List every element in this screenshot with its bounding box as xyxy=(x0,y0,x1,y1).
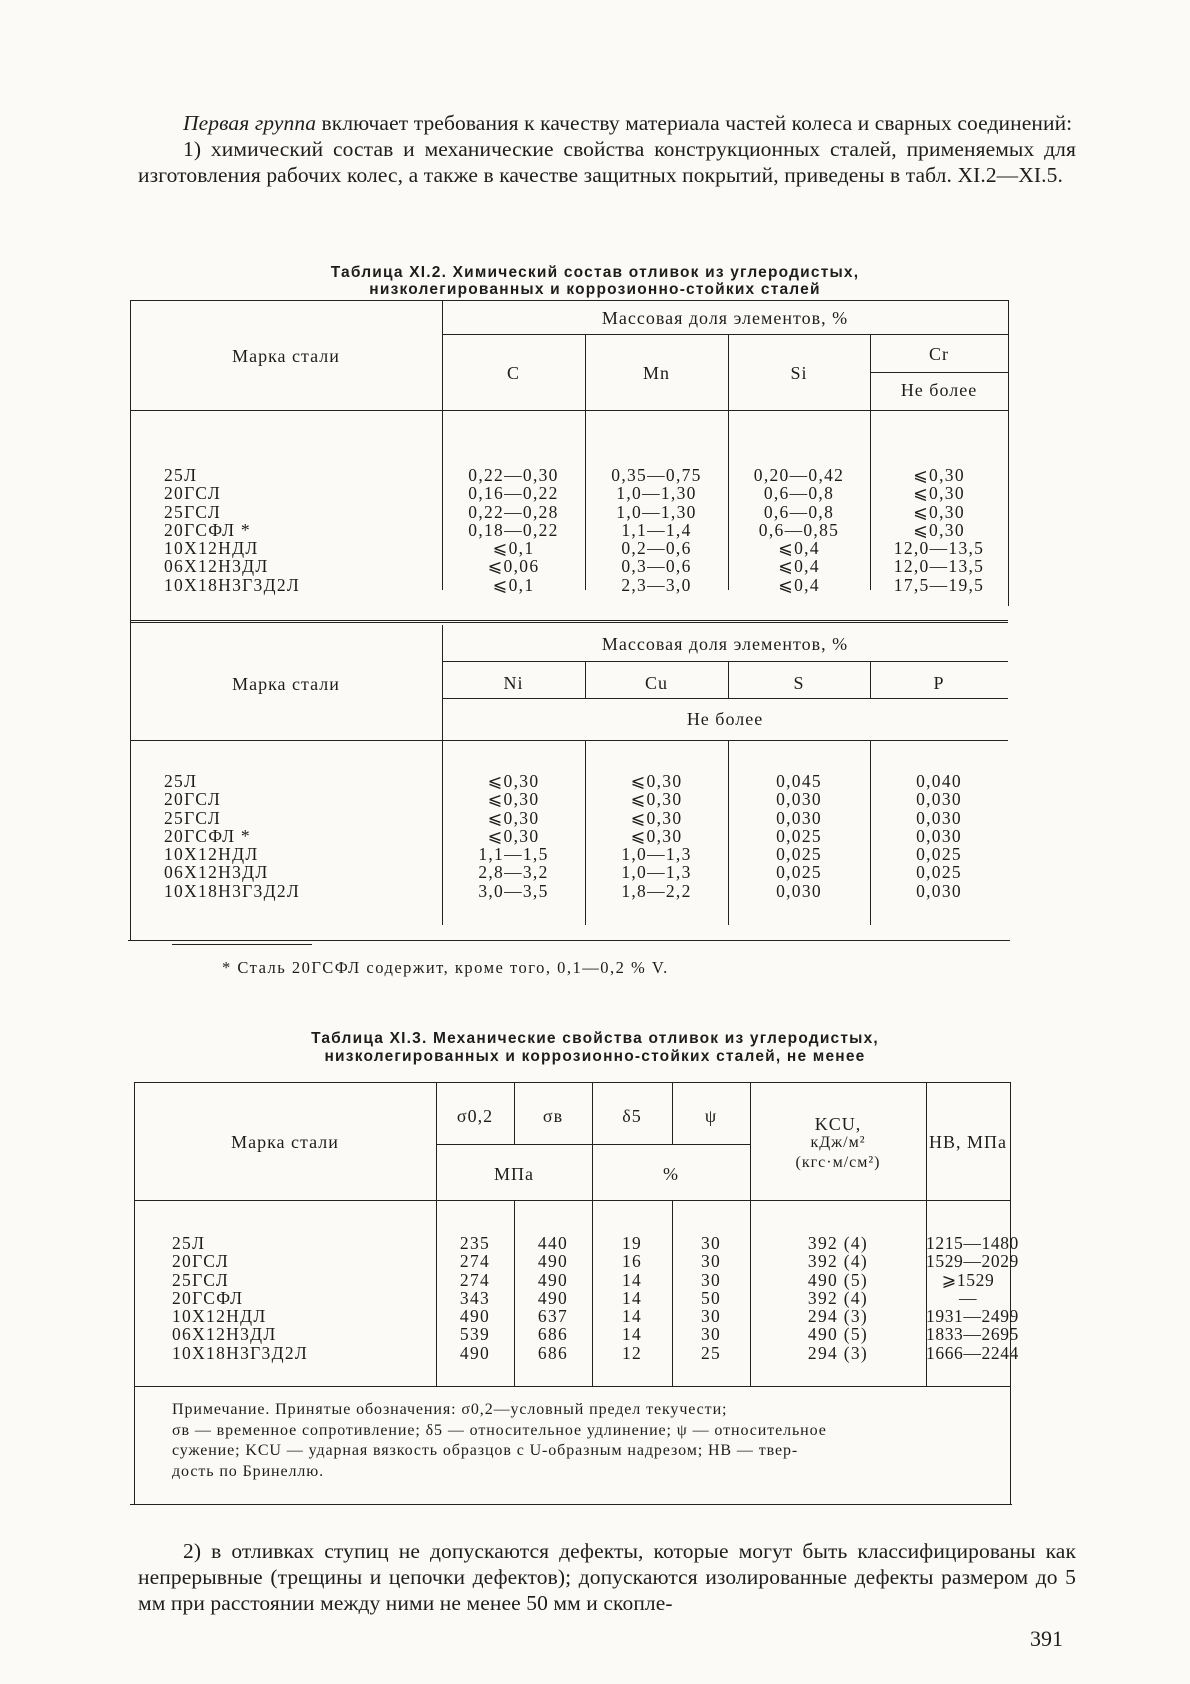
value: 0,030 xyxy=(776,789,822,810)
value: 0,030 xyxy=(776,880,822,901)
value: 12,0—13,5 xyxy=(893,538,985,559)
grade: 20ГСФЛ * xyxy=(164,825,251,846)
value: ⩽0,4 xyxy=(778,574,820,595)
value: ⩽0,1 xyxy=(492,538,535,559)
grade: 20ГСФЛ xyxy=(172,1287,244,1308)
value: 490 (5) xyxy=(807,1269,869,1290)
value: 1,0—1,30 xyxy=(616,501,697,522)
table2-header-cu: Cu xyxy=(644,673,668,693)
value: 25 xyxy=(700,1342,722,1363)
value: 343 xyxy=(459,1287,491,1308)
value: 0,025 xyxy=(916,862,962,883)
table2-header-cr: Cr xyxy=(929,344,949,364)
grade: 10Х18Н3Г3Д2Л xyxy=(164,574,301,595)
value: 440 xyxy=(537,1233,569,1253)
value: 490 xyxy=(537,1287,569,1308)
value: 1529—2029 xyxy=(926,1251,1019,1272)
table3-kcu-col xyxy=(750,1234,926,1362)
grade: 20ГСЛ xyxy=(172,1251,229,1272)
value: ⩾1529 xyxy=(941,1269,995,1290)
table2-grades-col-2 xyxy=(164,772,300,900)
value: 30 xyxy=(700,1324,722,1345)
item-2-block xyxy=(138,1538,1076,1616)
table2-header-si: Si xyxy=(790,363,808,383)
value: 1,1—1,4 xyxy=(621,519,692,540)
value: 0,030 xyxy=(916,789,962,810)
value: ⩽0,30 xyxy=(487,807,540,828)
value: 0,045 xyxy=(776,771,822,791)
table2-header-s: S xyxy=(793,673,805,693)
grade: 10Х12НДЛ xyxy=(172,1306,267,1327)
value: 0,040 xyxy=(916,771,962,791)
value: 14 xyxy=(621,1324,643,1345)
grade: 10Х12НДЛ xyxy=(164,538,259,559)
value: 0,025 xyxy=(776,825,822,846)
table3-header-psi: ψ xyxy=(704,1106,718,1126)
value: 0,030 xyxy=(916,807,962,828)
value: ⩽0,06 xyxy=(487,556,540,577)
table2-header-c: C xyxy=(506,363,520,383)
note-line: σв — временное сопротивление; δ5 — относительное удлинение; ψ — относительное xyxy=(172,1421,827,1439)
value: 490 xyxy=(459,1306,491,1327)
value: 2,8—3,2 xyxy=(478,862,549,883)
table3-header-kcu-3: (кгс·м/см²) xyxy=(795,1154,881,1171)
value: 0,20—0,42 xyxy=(753,465,845,485)
table3-caption-1: Таблица XI.3. Механические свойства отливок из углеродистых, xyxy=(311,1030,879,1047)
table3-header-kcu-2: кДж/м² xyxy=(810,1134,866,1151)
value: 30 xyxy=(700,1269,722,1290)
page-number: 391 xyxy=(1030,1626,1063,1651)
table2-mass-header: Массовая доля элементов, % xyxy=(601,308,849,328)
table2-s-col xyxy=(728,772,870,900)
value: 0,6—0,85 xyxy=(758,519,840,540)
value: 0,6—0,8 xyxy=(763,483,835,504)
item-2: 2) в отливках ступиц не допускаются дефекты, которые могут быть классифицированы как непрерывные (трещины и цепочки дефектов); допускаются изолированные дефекты размером до 5 мм при расстоянии между ними не менее 50 мм и скопле- xyxy=(138,1539,1076,1615)
value: 392 (4) xyxy=(807,1251,869,1272)
value: 0,6—0,8 xyxy=(763,501,835,522)
value: 14 xyxy=(621,1269,643,1290)
table2-caption-1: Таблица XI.2. Химический состав отливок из углеродистых, xyxy=(330,264,860,281)
value: 1,0—1,3 xyxy=(621,844,692,865)
value: 392 (4) xyxy=(807,1287,869,1308)
grade: 25Л xyxy=(164,771,198,791)
value: 1,1—1,5 xyxy=(478,844,549,865)
table2-header-ni: Ni xyxy=(503,673,524,693)
grade: 25Л xyxy=(172,1233,206,1253)
grade: 25ГСЛ xyxy=(164,501,221,522)
table2-grade-header: Марка стали xyxy=(232,346,340,366)
table2-p-col xyxy=(870,772,1008,900)
grade: 10Х18Н3Г3Д2Л xyxy=(164,880,301,901)
table2-cr-col xyxy=(870,466,1008,594)
value: 0,2—0,6 xyxy=(621,538,692,559)
table2-grades-col xyxy=(164,466,300,594)
value: 14 xyxy=(621,1306,643,1327)
value: 274 xyxy=(459,1269,491,1290)
grade: 10Х18Н3Г3Д2Л xyxy=(172,1342,309,1363)
table2-c-col xyxy=(442,466,585,594)
table2-mn-col xyxy=(585,466,728,594)
value: 50 xyxy=(700,1287,722,1308)
intro-block xyxy=(138,110,1076,188)
table3-psi-col xyxy=(672,1234,750,1362)
value: 0,18—0,22 xyxy=(468,519,559,540)
value: 1666—2244 xyxy=(926,1342,1019,1363)
table3-unit-pct: % xyxy=(663,1164,679,1184)
grade: 06Х12Н3ДЛ xyxy=(164,556,269,577)
table3-header-sv: σв xyxy=(542,1106,564,1126)
table2-header-mn: Mn xyxy=(642,363,670,383)
table2-grade-header-2: Марка стали xyxy=(232,674,340,694)
value: 294 (3) xyxy=(807,1342,869,1363)
value: ⩽0,30 xyxy=(913,519,965,540)
table2-cu-col xyxy=(585,772,728,900)
note-line: Примечание. Принятые обозначения: σ0,2—условный предел текучести; xyxy=(172,1401,728,1418)
value: 3,0—3,5 xyxy=(478,880,549,901)
value: 1931—2499 xyxy=(926,1306,1019,1327)
table3-caption-2: низколегированных и коррозионно-стойких сталей, не менее xyxy=(324,1048,866,1065)
grade: 20ГСФЛ * xyxy=(164,519,251,540)
value: 14 xyxy=(621,1287,643,1308)
note-line: дость по Бринеллю. xyxy=(172,1462,325,1480)
note-line: сужение; KCU — ударная вязкость образцов с U-образным надрезом; НВ — твер- xyxy=(172,1442,799,1459)
value: 0,35—0,75 xyxy=(611,465,702,485)
table3-note xyxy=(172,1400,992,1482)
table2-caption-2: низколегированных и коррозионно-стойких сталей xyxy=(369,281,821,298)
value: 0,025 xyxy=(776,844,822,865)
value: 30 xyxy=(700,1306,722,1327)
intro-item-1: 1) химический состав и механические свойства конструкционных сталей, применяемых для изготовления рабочих колес, а также в качестве защитных покрытий, приведены в табл. XI.2—XI.5. xyxy=(138,137,1076,187)
value: 0,025 xyxy=(916,844,962,865)
grade: 25ГСЛ xyxy=(164,807,221,828)
value: 1833—2695 xyxy=(926,1324,1019,1345)
value: 235 xyxy=(459,1233,491,1253)
value: 12 xyxy=(621,1342,643,1363)
value: ⩽0,30 xyxy=(630,789,683,810)
value: 490 xyxy=(537,1251,569,1272)
value: ⩽0,30 xyxy=(487,771,540,791)
value: 1,0—1,3 xyxy=(621,862,692,883)
table3-d5-col xyxy=(592,1234,672,1362)
value: ⩽0,1 xyxy=(492,574,535,595)
value: ⩽0,30 xyxy=(630,825,683,846)
value: 0,16—0,22 xyxy=(468,483,559,504)
table3-header-s02: σ0,2 xyxy=(456,1106,494,1126)
value: 294 (3) xyxy=(807,1306,869,1327)
grade: 20ГСЛ xyxy=(164,789,221,810)
value: 0,030 xyxy=(776,807,822,828)
value: 490 xyxy=(537,1269,569,1290)
value: 1215—1480 xyxy=(926,1233,1019,1253)
value: 637 xyxy=(537,1306,569,1327)
value: — xyxy=(958,1287,978,1308)
value: 274 xyxy=(459,1251,491,1272)
table2-si-col xyxy=(728,466,870,594)
value: ⩽0,30 xyxy=(487,789,540,810)
value: 686 xyxy=(537,1342,569,1363)
value: 0,030 xyxy=(916,825,962,846)
table3-sv-col xyxy=(514,1234,592,1362)
value: ⩽0,30 xyxy=(913,483,965,504)
intro-rest: включает требования к качеству материала частей колеса и сварных соединений: xyxy=(316,111,1073,135)
value: 1,0—1,30 xyxy=(616,483,697,504)
table2-footnote: * Сталь 20ГСФЛ содержит, кроме того, 0,1—0,2 % V. xyxy=(222,958,669,977)
value: ⩽0,30 xyxy=(913,501,965,522)
value: 12,0—13,5 xyxy=(893,556,985,577)
intro-paragraph xyxy=(138,110,1076,136)
table2-header-p: P xyxy=(933,673,945,693)
value: ⩽0,30 xyxy=(487,825,540,846)
table2-ni-col xyxy=(442,772,585,900)
table2-part2-sub: Не более xyxy=(686,709,764,729)
table3-grades-col xyxy=(172,1234,308,1362)
table2-mass-header-2: Массовая доля элементов, % xyxy=(601,634,849,654)
grade: 25ГСЛ xyxy=(172,1269,229,1290)
table3-header-kcu-1: KCU, xyxy=(814,1114,862,1134)
table2-cr-sub: Не более xyxy=(900,380,978,400)
value: ⩽0,30 xyxy=(913,465,965,485)
value: 0,22—0,28 xyxy=(468,501,559,522)
value: 2,3—3,0 xyxy=(621,574,692,595)
intro-lead: Первая группа xyxy=(183,111,317,135)
table3-header-d5: δ5 xyxy=(622,1106,642,1126)
value: 539 xyxy=(459,1324,491,1345)
table3-unit-mpa: МПа xyxy=(494,1164,534,1184)
value: 392 (4) xyxy=(807,1233,869,1253)
value: 17,5—19,5 xyxy=(893,574,985,595)
table3-header-hb: НВ, МПа xyxy=(929,1132,1007,1152)
value: ⩽0,30 xyxy=(630,807,683,828)
value: 16 xyxy=(621,1251,643,1272)
value: 30 xyxy=(700,1233,722,1253)
grade: 06Х12Н3ДЛ xyxy=(164,862,269,883)
value: 0,025 xyxy=(776,862,822,883)
value: 19 xyxy=(621,1233,643,1253)
grade: 25Л xyxy=(164,465,198,485)
table3-s02-col xyxy=(436,1234,514,1362)
value: 686 xyxy=(537,1324,569,1345)
value: 0,22—0,30 xyxy=(468,465,559,485)
grade: 06Х12Н3ДЛ xyxy=(172,1324,277,1345)
table3-hb-col xyxy=(926,1233,1019,1363)
value: 1,8—2,2 xyxy=(621,880,692,901)
value: ⩽0,4 xyxy=(778,538,820,559)
grade: 20ГСЛ xyxy=(164,483,221,504)
value: 0,030 xyxy=(916,880,962,901)
table3-grade-header: Марка стали xyxy=(231,1132,339,1152)
value: ⩽0,4 xyxy=(778,556,820,577)
value: ⩽0,30 xyxy=(630,771,683,791)
grade: 10Х12НДЛ xyxy=(164,844,259,865)
value: 490 xyxy=(459,1342,491,1363)
value: 490 (5) xyxy=(807,1324,869,1345)
value: 30 xyxy=(700,1251,722,1272)
value: 0,3—0,6 xyxy=(621,556,692,577)
